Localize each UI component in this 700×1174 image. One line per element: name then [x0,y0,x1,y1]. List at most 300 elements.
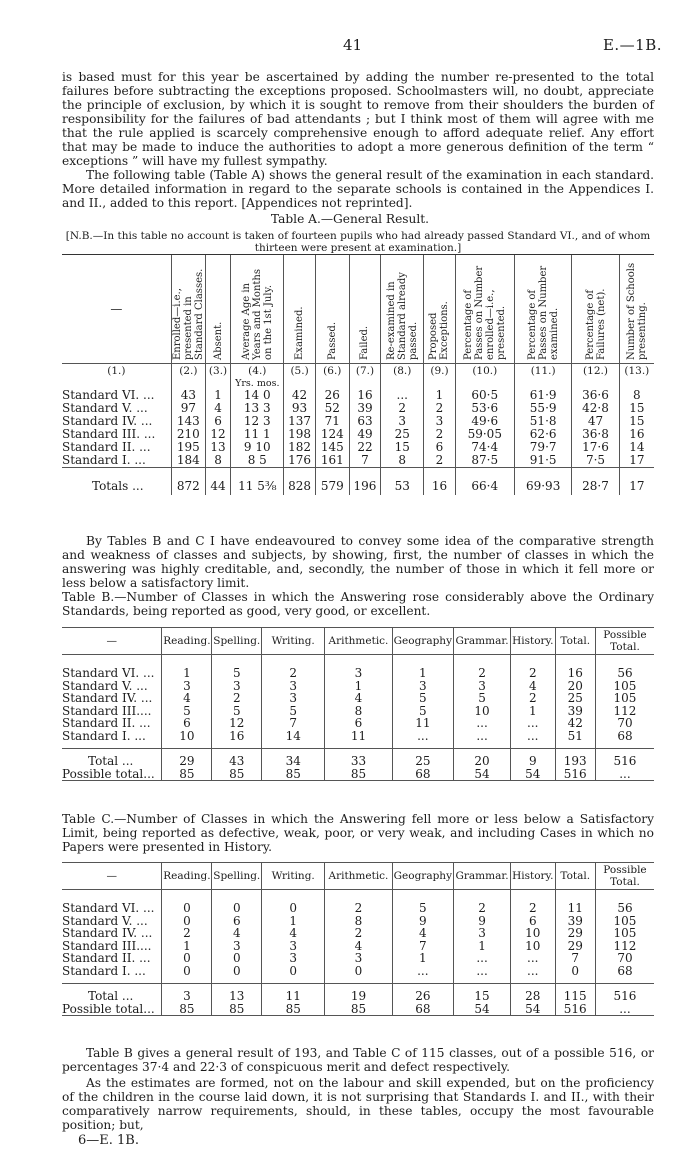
table-cell: 91·5 [514,454,571,468]
table-cell: ... [511,965,556,978]
table-cell: 8 [325,915,392,928]
table-cell: 39 [349,402,380,415]
column-header: — [62,863,162,890]
table-cell: 105 [595,692,654,705]
table-cell: 29 [162,749,212,768]
table-cell: 0 [162,952,212,965]
table-cell: 15 [381,441,424,454]
row-label: Standard II. ... [62,716,151,730]
column-header-label: Examined. [294,306,306,360]
row-label: Possible total... [62,766,155,781]
column-header: Spelling. [212,628,262,655]
column-number: (7.) [349,364,380,380]
column-header: Possible Total. [595,863,654,890]
table-cell: 3 [212,940,262,953]
table-cell: 9 [454,915,511,928]
column-header: Total. [555,628,595,655]
column-header: — [62,628,162,655]
table-cell: 66·4 [455,468,514,496]
table-cell: 9 [511,749,556,768]
table-cell: 10 [454,705,511,718]
table-cell: 5 [212,667,262,680]
table-row [62,965,654,978]
table-cell: 161 [315,454,349,468]
column-number: (10.) [455,364,514,380]
row-label: Standard V. ... [62,401,148,415]
table-cell: 68 [595,730,654,743]
table-cell: ... [392,730,453,743]
table-c-header-row [62,863,654,890]
table-cell: 43 [212,749,262,768]
column-header-label: Re-examined in Standard already passed. [385,272,419,360]
table-cell: 3 [162,984,212,1003]
row-label: Standard IV. ... [62,414,153,428]
table-cell: 105 [595,680,654,693]
column-header: Arithmetic. [325,863,392,890]
table-cell: 828 [284,468,315,496]
column-header-label: Number of Schools presenting. [625,262,648,360]
row-label: Standard I. ... [62,453,146,467]
table-cell: 7·5 [572,454,619,468]
table-cell: 70 [595,717,654,730]
table-cell: 0 [162,915,212,928]
table-cell: 198 [284,428,315,441]
table-cell: 2 [381,402,424,415]
row-label: Standard VI. ... [62,666,155,680]
row-label: Standard V. ... [62,913,148,928]
table-a-column-header [514,255,571,364]
table-a-note: [N.B.—In this table no account is taken of fourteen pupils who had already passed Standard VI., and of whom thirteen were present at examination.] [65,230,651,254]
table-cell: 34 [262,749,325,768]
table-b [62,627,654,781]
total-row [62,749,654,768]
table-cell: 193 [555,749,595,768]
table-a-column-header [171,255,205,364]
table-cell: ... [595,1003,654,1016]
table-cell: 85 [162,1003,212,1016]
table-a-column-header [205,255,230,364]
table-cell: 87·5 [455,454,514,468]
table-cell: 3 [262,692,325,705]
table-cell: 14 [619,441,654,454]
row-label: Standard IV. ... [62,926,153,940]
table-cell: 79·7 [514,441,571,454]
table-cell: 54 [454,768,511,781]
column-header: Grammar. [454,863,511,890]
table-cell: 28·7 [572,468,619,496]
column-header-label: Percentage of Failures (net). [584,288,607,360]
column-header-label: — [110,302,123,316]
column-header: Grammar. [454,628,511,655]
table-cell: 42 [284,389,315,402]
table-cell: 74·4 [455,441,514,454]
row-label: Standard II. ... [62,440,151,454]
table-a-column-header [349,255,380,364]
table-cell: 26 [315,389,349,402]
table-cell: 29 [555,940,595,953]
table-cell: 115 [555,984,595,1003]
table-cell: 0 [325,965,392,978]
table-a-column-header [231,255,284,364]
table-cell: 85 [162,768,212,781]
table-cell: 5 [392,705,453,718]
table-row [62,441,654,454]
table-cell: 62·6 [514,428,571,441]
table-cell: 8 [205,454,230,468]
column-header: Geography [392,628,453,655]
table-cell: 0 [262,965,325,978]
table-cell: 11 [262,984,325,1003]
table-cell: 105 [595,927,654,940]
table-cell: 60·5 [455,389,514,402]
table-a-header-row [62,255,654,364]
table-cell: 20 [555,680,595,693]
table-cell: 11 [392,717,453,730]
column-header-label: Proposed Exceptions. [428,301,451,360]
table-cell: 1 [454,940,511,953]
column-header: Writing. [262,863,325,890]
table-cell: 85 [325,1003,392,1016]
table-a-column-header [284,255,315,364]
table-cell: 20 [454,749,511,768]
table-cell: 44 [205,468,230,496]
table-cell: 93 [284,402,315,415]
table-cell: 6 [511,915,556,928]
table-cell: 15 [454,984,511,1003]
column-number: (4.) [231,364,284,380]
table-row [62,692,654,705]
row-label: Standard VI. ... [62,901,155,915]
row-label: Standard II. ... [62,951,151,965]
table-cell: 15 [619,415,654,428]
table-cell: 16 [619,428,654,441]
row-label: Possible total... [62,1001,155,1016]
table-row [62,454,654,468]
table-cell: 5 [392,902,453,915]
table-cell: 872 [171,468,205,496]
table-cell: 68 [595,965,654,978]
table-cell: 2 [454,667,511,680]
column-number: (13.) [619,364,654,380]
table-cell: 3 [325,952,392,965]
column-header: Possible Total. [595,628,654,655]
table-cell: 25 [381,428,424,441]
table-cell: 2 [511,667,556,680]
column-header: History. [511,628,556,655]
table-cell: 9 [392,915,453,928]
table-cell: 1 [205,389,230,402]
page-number: 41 [343,36,363,54]
table-cell: 42·8 [572,402,619,415]
table-cell: 36·6 [572,389,619,402]
table-cell: ... [595,768,654,781]
table-cell: 85 [212,768,262,781]
table-a-totals-row [62,468,654,496]
table-cell: 63 [349,415,380,428]
paragraph-conclusion: As the estimates are formed, not on the labour and skill expended, but on the proficiency of the children in the course laid down, it is not surprising that Standards I. and II., with their comparatively narrow requirements, should, in these tables, occupy the most favourable position; but, [62,1076,654,1132]
table-cell: 3 [262,680,325,693]
table-cell: 105 [595,915,654,928]
column-header-label: Enrolled—i.e., presented in Standard Classes. [171,268,205,360]
table-row [62,902,654,915]
column-number: (12.) [572,364,619,380]
table-cell: 0 [162,902,212,915]
table-cell: 9 10 [231,441,284,454]
table-a [62,255,654,495]
column-header: Spelling. [212,863,262,890]
table-cell: 1 [424,389,455,402]
table-cell: 3 [162,680,212,693]
table-cell: 2 [262,667,325,680]
table-cell: 1 [325,680,392,693]
table-cell: 10 [162,730,212,743]
table-cell: 112 [595,705,654,718]
table-cell: 6 [205,415,230,428]
table-cell: 196 [349,468,380,496]
table-cell: 71 [315,415,349,428]
table-cell: 143 [171,415,205,428]
table-cell: 3 [262,940,325,953]
table-cell: 4 [392,927,453,940]
units-cell: Yrs. mos. [231,379,284,389]
column-header: History. [511,863,556,890]
table-cell: 11 [555,902,595,915]
table-a-column-header [62,255,171,364]
column-number: (8.) [381,364,424,380]
column-header: Reading. [162,863,212,890]
table-cell: 2 [511,692,556,705]
table-cell: 2 [325,927,392,940]
column-number: (11.) [514,364,571,380]
table-b-header-row [62,628,654,655]
table-cell: 14 0 [231,389,284,402]
table-cell: 4 [325,940,392,953]
table-cell: 11 [325,730,392,743]
table-cell: 182 [284,441,315,454]
column-number: (9.) [424,364,455,380]
table-cell: 54 [454,1003,511,1016]
row-label: Standard III.... [62,703,152,718]
column-number: (3.) [205,364,230,380]
table-cell: 7 [392,940,453,953]
table-cell: 55·9 [514,402,571,415]
table-cell: 49 [349,428,380,441]
table-cell: 68 [392,768,453,781]
column-number: (2.) [171,364,205,380]
table-cell: 22 [349,441,380,454]
table-cell: 85 [262,1003,325,1016]
table-cell: 42 [555,717,595,730]
table-cell: 516 [595,984,654,1003]
column-number: (1.) [107,365,126,377]
table-cell: 56 [595,902,654,915]
table-cell: 6 [325,717,392,730]
table-cell: 3 [392,680,453,693]
table-cell: 2 [454,902,511,915]
table-cell: 5 [392,692,453,705]
table-a-column-header [572,255,619,364]
table-cell: 0 [212,952,262,965]
column-header-label: Passed. [326,321,338,360]
table-cell: 10 [511,940,556,953]
table-row [62,730,654,743]
table-cell: 1 [262,915,325,928]
table-cell: 3 [212,680,262,693]
table-cell: 8 [619,389,654,402]
table-cell: 25 [392,749,453,768]
page-header [0,36,700,56]
table-cell: 0 [555,965,595,978]
table-cell: 4 [511,680,556,693]
possible-total-row [62,1003,654,1016]
table-c-caption: Table C.—Number of Classes in which the Answering fell more or less below a Satisfactory Limit, being reported as defective, weak, poor, or very weak, and including Cases in which no Papers were presented in History. [62,812,654,854]
table-cell: 28 [511,984,556,1003]
table-cell: 33 [325,749,392,768]
table-c [62,862,654,1016]
table-cell: 70 [595,952,654,965]
column-number: (6.) [315,364,349,380]
table-cell: 13 3 [231,402,284,415]
column-header-label: Percentage of Passes on Number examined. [526,265,560,360]
table-cell: 85 [212,1003,262,1016]
table-cell: ... [454,965,511,978]
table-cell: 68 [392,1003,453,1016]
table-cell: ... [511,717,556,730]
column-header: Arithmetic. [325,628,392,655]
row-label: Totals ... [62,468,171,496]
table-cell: 51 [555,730,595,743]
total-row [62,984,654,1003]
table-cell: ... [381,389,424,402]
table-cell: 97 [171,402,205,415]
table-cell: 56 [595,667,654,680]
column-header-label: Absent. [212,321,224,360]
table-cell: 4 [325,692,392,705]
table-row [62,667,654,680]
row-label: Standard IV. ... [62,691,153,705]
table-cell: 516 [555,768,595,781]
table-cell: 0 [162,965,212,978]
table-cell: 5 [212,705,262,718]
table-cell: 210 [171,428,205,441]
table-cell: 145 [315,441,349,454]
table-cell: 36·8 [572,428,619,441]
table-a-column-header [455,255,514,364]
row-label: Total ... [62,984,162,1003]
table-cell: 16 [424,468,455,496]
table-row [62,927,654,940]
table-cell: 39 [555,705,595,718]
table-cell: 52 [315,402,349,415]
paragraph-table-a-intro: The following table (Table A) shows the general result of the examination in each standard. More detailed information in regard to the separate schools is contained in the Appendices I. and II., added to this report. [Appendices not reprinted]. [62,168,654,210]
table-cell: ... [454,717,511,730]
table-cell: 3 [424,415,455,428]
table-cell: 4 [205,402,230,415]
table-cell: 2 [424,454,455,468]
table-cell: 1 [162,940,212,953]
table-a-column-header [424,255,455,364]
table-cell: 5 [262,705,325,718]
table-cell: 7 [349,454,380,468]
table-cell: 1 [162,667,212,680]
column-header-label: Percentage of Passes on Number enrolled—i.e., presented. [462,265,507,360]
row-label: Standard V. ... [62,678,148,693]
table-cell: 1 [392,952,453,965]
table-row [62,952,654,965]
table-a-column-header [619,255,654,364]
table-cell: 85 [325,768,392,781]
paragraph-tables-bc-intro: By Tables B and C I have endeavoured to convey some idea of the comparative strength and weakness of classes and subjects, by showing, first, the number of classes in which the answering was highly creditable, and, secondly, the number of those in which it fell more or less below a satisfactory limit. [62,534,654,590]
table-cell: 8 [325,705,392,718]
row-label: Total ... [62,749,162,768]
table-cell: 6 [212,915,262,928]
table-cell: 137 [284,415,315,428]
table-cell: 12 [205,428,230,441]
column-header-label: Average Age in Years and Months on the 1st July. [240,269,274,360]
row-label: Standard III.... [62,938,152,953]
table-cell: 184 [171,454,205,468]
table-cell: 16 [349,389,380,402]
table-cell: 19 [325,984,392,1003]
table-cell: 3 [454,680,511,693]
table-cell: 69·93 [514,468,571,496]
table-cell: 579 [315,468,349,496]
table-a-column-header [381,255,424,364]
table-cell: 6 [162,717,212,730]
table-cell: 516 [555,1003,595,1016]
table-cell: 16 [212,730,262,743]
table-cell: 11 5⅜ [231,468,284,496]
table-cell: 16 [555,667,595,680]
table-cell: 39 [555,915,595,928]
table-cell: 1 [392,667,453,680]
table-cell: 195 [171,441,205,454]
table-cell: 53 [381,468,424,496]
table-cell: ... [454,730,511,743]
column-header: Geography [392,863,453,890]
table-cell: ... [511,730,556,743]
table-cell: 49·6 [455,415,514,428]
table-cell: 59·05 [455,428,514,441]
table-cell: 14 [262,730,325,743]
column-header-label: Failed. [359,325,371,360]
table-cell: 61·9 [514,389,571,402]
table-cell: 2 [212,692,262,705]
document-reference: E.—1B. [602,36,662,54]
table-cell: 2 [424,428,455,441]
table-cell: 2 [511,902,556,915]
table-cell: 29 [555,927,595,940]
table-cell: 10 [511,927,556,940]
table-cell: 25 [555,692,595,705]
table-cell: 1 [511,705,556,718]
column-number: (5.) [284,364,315,380]
table-cell: 2 [162,927,212,940]
table-cell: 3 [454,927,511,940]
table-cell: 176 [284,454,315,468]
table-cell: 85 [262,768,325,781]
paragraph-intro: is based must for this year be ascertained by adding the number re-presented to the total failures before subtracting the exceptions proposed. Schoolmasters will, no doubt, appreciate the principle of exclusion, by which it is sought to remove from their shoulders the burden of responsibility for the failures of bad attendants ; but I think most of them will agree with me that the rule applied is scarcely comprehensive enough to afford adequate relief. Any effort that may be made to induce the authorities to adopt a more generous definition of the term “ exceptions ” will have my fullest sympathy. [62,70,654,168]
table-cell: 26 [392,984,453,1003]
table-cell: 112 [595,940,654,953]
table-cell: 3 [381,415,424,428]
table-cell: 54 [511,1003,556,1016]
possible-total-row [62,768,654,781]
table-cell: 6 [424,441,455,454]
table-cell: 47 [572,415,619,428]
table-cell: 0 [262,902,325,915]
table-a-column-header [315,255,349,364]
